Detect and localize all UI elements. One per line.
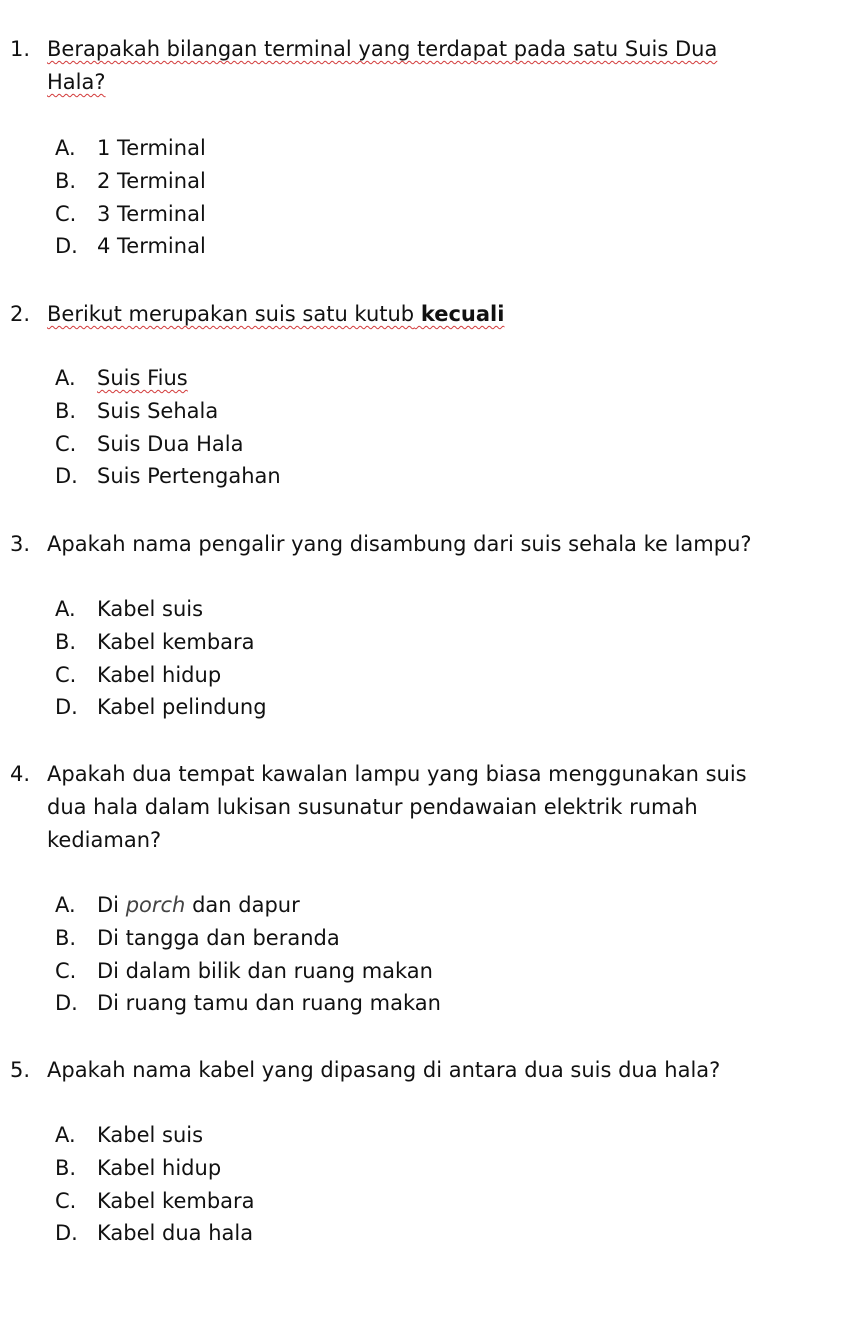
question-text-emphasis: kecuali bbox=[420, 302, 505, 326]
option-a[interactable] bbox=[0, 132, 843, 165]
question-5-options bbox=[0, 1119, 843, 1250]
option-a[interactable] bbox=[0, 1119, 843, 1152]
question-3-options bbox=[0, 593, 843, 724]
question-text: Apakah dua tempat kawalan lampu yang biasa menggunakan suis bbox=[47, 762, 747, 786]
option-letter: B. bbox=[55, 629, 77, 654]
option-letter: A. bbox=[55, 1123, 76, 1147]
question-text-plain: Berikut merupakan suis satu kutub bbox=[47, 302, 415, 326]
option-text: Kabel pelindung bbox=[97, 695, 267, 720]
option-text: Suis Pertengahan bbox=[97, 464, 281, 489]
option-letter: C. bbox=[55, 662, 77, 687]
option-b[interactable] bbox=[0, 165, 843, 198]
question-1-line-1 bbox=[0, 33, 843, 66]
option-letter: A. bbox=[55, 366, 76, 390]
option-letter: C. bbox=[55, 201, 77, 226]
option-text: 3 Terminal bbox=[97, 201, 206, 226]
option-a[interactable] bbox=[0, 889, 843, 922]
question-number: 1. bbox=[10, 37, 31, 61]
option-letter: A. bbox=[55, 597, 76, 621]
question-text bbox=[47, 298, 504, 331]
option-letter: D. bbox=[55, 234, 78, 259]
question-2-line-1 bbox=[0, 298, 843, 331]
option-text: Di ruang tamu dan ruang makan bbox=[97, 991, 441, 1016]
option-letter: C. bbox=[55, 958, 77, 983]
option-c[interactable] bbox=[0, 955, 843, 988]
option-text-post: dan dapur bbox=[192, 893, 300, 917]
option-d[interactable] bbox=[0, 1217, 843, 1250]
option-letter: B. bbox=[55, 398, 77, 423]
question-number: 4. bbox=[10, 762, 31, 786]
option-letter: D. bbox=[55, 695, 78, 720]
option-b[interactable] bbox=[0, 626, 843, 659]
question-text: Apakah nama pengalir yang disambung dari suis sehala ke lampu? bbox=[47, 532, 752, 556]
option-text: Kabel suis bbox=[97, 1123, 204, 1147]
question-4-line-3 bbox=[0, 824, 843, 857]
option-letter: B. bbox=[55, 168, 77, 193]
question-text: kediaman? bbox=[47, 828, 162, 852]
question-3-line-1 bbox=[0, 528, 843, 561]
question-number: 5. bbox=[10, 1058, 31, 1082]
option-letter: C. bbox=[55, 1188, 77, 1213]
option-text: Kabel hidup bbox=[97, 1155, 222, 1180]
question-5-line-1 bbox=[0, 1054, 843, 1087]
question-text: dua hala dalam lukisan susunatur pendawaian elektrik rumah bbox=[47, 795, 698, 819]
option-b[interactable] bbox=[0, 922, 843, 955]
option-text: 4 Terminal bbox=[97, 234, 206, 259]
question-number: 3. bbox=[10, 532, 31, 556]
option-text: 1 Terminal bbox=[97, 136, 206, 160]
option-d[interactable] bbox=[0, 691, 843, 724]
question-text: Apakah nama kabel yang dipasang di antara dua suis dua hala? bbox=[47, 1058, 721, 1082]
option-c[interactable] bbox=[0, 1185, 843, 1218]
option-letter: D. bbox=[55, 464, 78, 489]
question-2-options bbox=[0, 362, 843, 493]
option-c[interactable] bbox=[0, 428, 843, 461]
question-4-line-2 bbox=[0, 791, 843, 824]
option-text-italic: porch bbox=[125, 893, 186, 917]
option-letter: D. bbox=[55, 991, 78, 1016]
option-text: Kabel kembara bbox=[97, 629, 255, 654]
question-1 bbox=[0, 33, 843, 99]
question-1-line-2 bbox=[0, 66, 843, 99]
option-letter: B. bbox=[55, 925, 77, 950]
option-text: Kabel suis bbox=[97, 597, 204, 621]
option-text: Suis Sehala bbox=[97, 398, 219, 423]
question-1-options bbox=[0, 132, 843, 263]
option-text: Kabel dua hala bbox=[97, 1221, 254, 1246]
option-letter: C. bbox=[55, 431, 77, 456]
option-b[interactable] bbox=[0, 1152, 843, 1185]
question-2 bbox=[0, 298, 843, 331]
option-letter: A. bbox=[55, 136, 76, 160]
question-3 bbox=[0, 528, 843, 561]
option-text: Suis Dua Hala bbox=[97, 431, 244, 456]
option-text bbox=[97, 889, 300, 922]
option-d[interactable] bbox=[0, 460, 843, 493]
question-5 bbox=[0, 1054, 843, 1087]
option-b[interactable] bbox=[0, 395, 843, 428]
option-letter: D. bbox=[55, 1221, 78, 1246]
option-text: Di dalam bilik dan ruang makan bbox=[97, 958, 433, 983]
option-letter: B. bbox=[55, 1155, 77, 1180]
question-4-options bbox=[0, 889, 843, 1020]
question-number: 2. bbox=[10, 302, 31, 326]
option-letter: A. bbox=[55, 893, 76, 917]
question-4-line-1 bbox=[0, 758, 843, 791]
question-text: Hala? bbox=[47, 70, 106, 94]
option-d[interactable] bbox=[0, 230, 843, 263]
option-text: Kabel hidup bbox=[97, 662, 222, 687]
option-d[interactable] bbox=[0, 987, 843, 1020]
option-text: Di tangga dan beranda bbox=[97, 925, 340, 950]
option-text-pre: Di bbox=[97, 893, 120, 917]
question-text: Berapakah bilangan terminal yang terdapat pada satu Suis Dua bbox=[47, 37, 718, 61]
option-c[interactable] bbox=[0, 198, 843, 231]
option-text: Kabel kembara bbox=[97, 1188, 255, 1213]
question-4 bbox=[0, 758, 843, 857]
option-c[interactable] bbox=[0, 659, 843, 692]
option-text: Suis Fius bbox=[97, 366, 188, 390]
option-text: 2 Terminal bbox=[97, 168, 206, 193]
option-a[interactable] bbox=[0, 593, 843, 626]
option-a[interactable] bbox=[0, 362, 843, 395]
